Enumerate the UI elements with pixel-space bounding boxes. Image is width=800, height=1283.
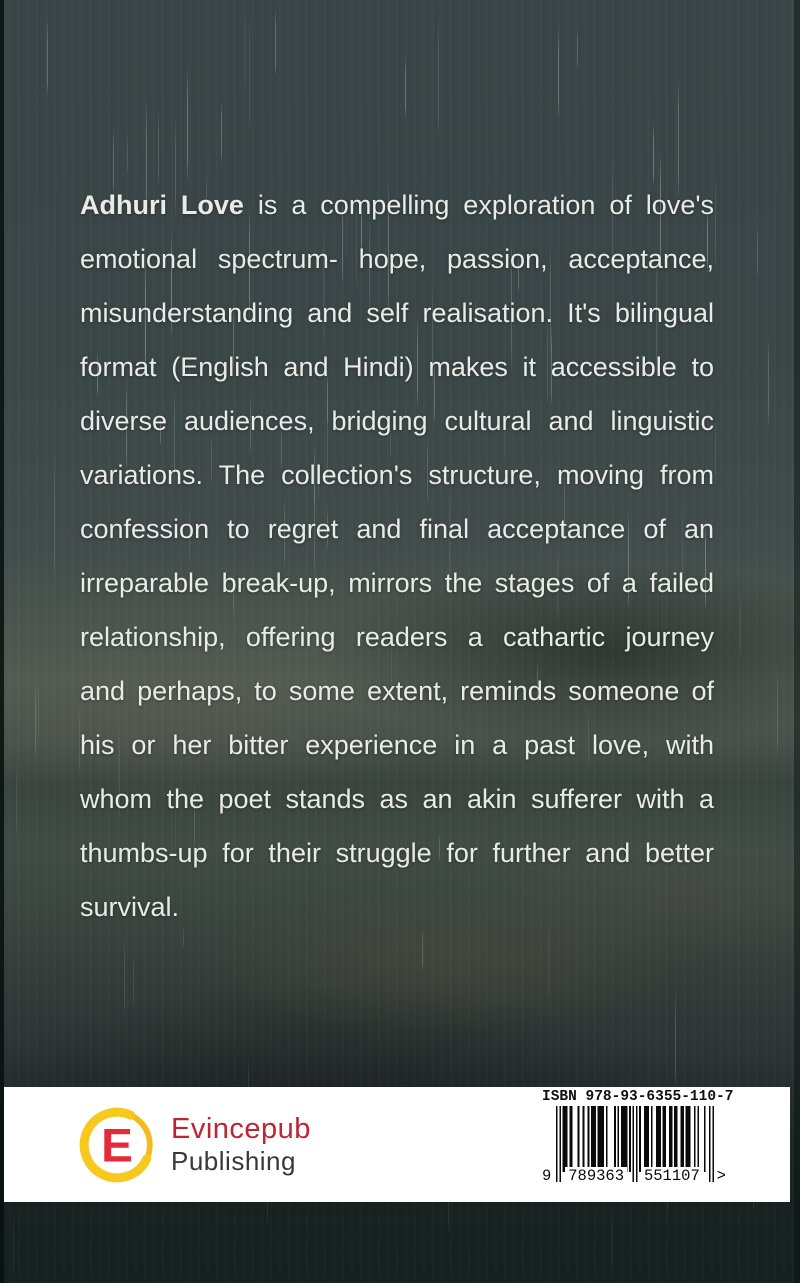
book-title: Adhuri Love [80,190,244,220]
barcode-arrow: > [716,1167,726,1185]
right-edge-shadow [794,0,800,1283]
barcode-group-2: 551107 [641,1167,703,1185]
publisher-ring-icon [76,1103,158,1187]
barcode-group-1: 789363 [565,1167,627,1185]
barcode-lead-digit: 9 [542,1167,552,1185]
footer-band [4,1087,790,1202]
publisher-text [171,1113,311,1176]
barcode-numbers [542,1167,726,1185]
book-blurb [80,178,714,934]
publisher-name: Evincepub [171,1113,311,1145]
publisher-logo-letter: E [101,1118,133,1172]
isbn-label: ISBN 978-93-6355-110-7 [542,1089,734,1105]
left-edge-shadow [0,0,4,1283]
blurb-text: is a compelling exploration of love's emotional spectrum- hope, passion, acceptance, misunderstanding and self realisation. It's bilingual format (English and Hindi) makes it accessible to diverse audiences, bridging cultural and linguistic variations. The collection's structure, moving from confession to regret and final acceptance of an irreparable break-up, mirrors the stages of a failed relationship, offering readers a cathartic journey and perhaps, to some extent, reminds someone of his or her bitter experience in a past love, with whom the poet stands as an akin sufferer with a thumbs-up for their struggle for further and better survival. [80,190,714,922]
publisher-tagline: Publishing [171,1146,296,1176]
publisher-logo [76,1103,311,1187]
isbn-barcode [542,1089,734,1199]
